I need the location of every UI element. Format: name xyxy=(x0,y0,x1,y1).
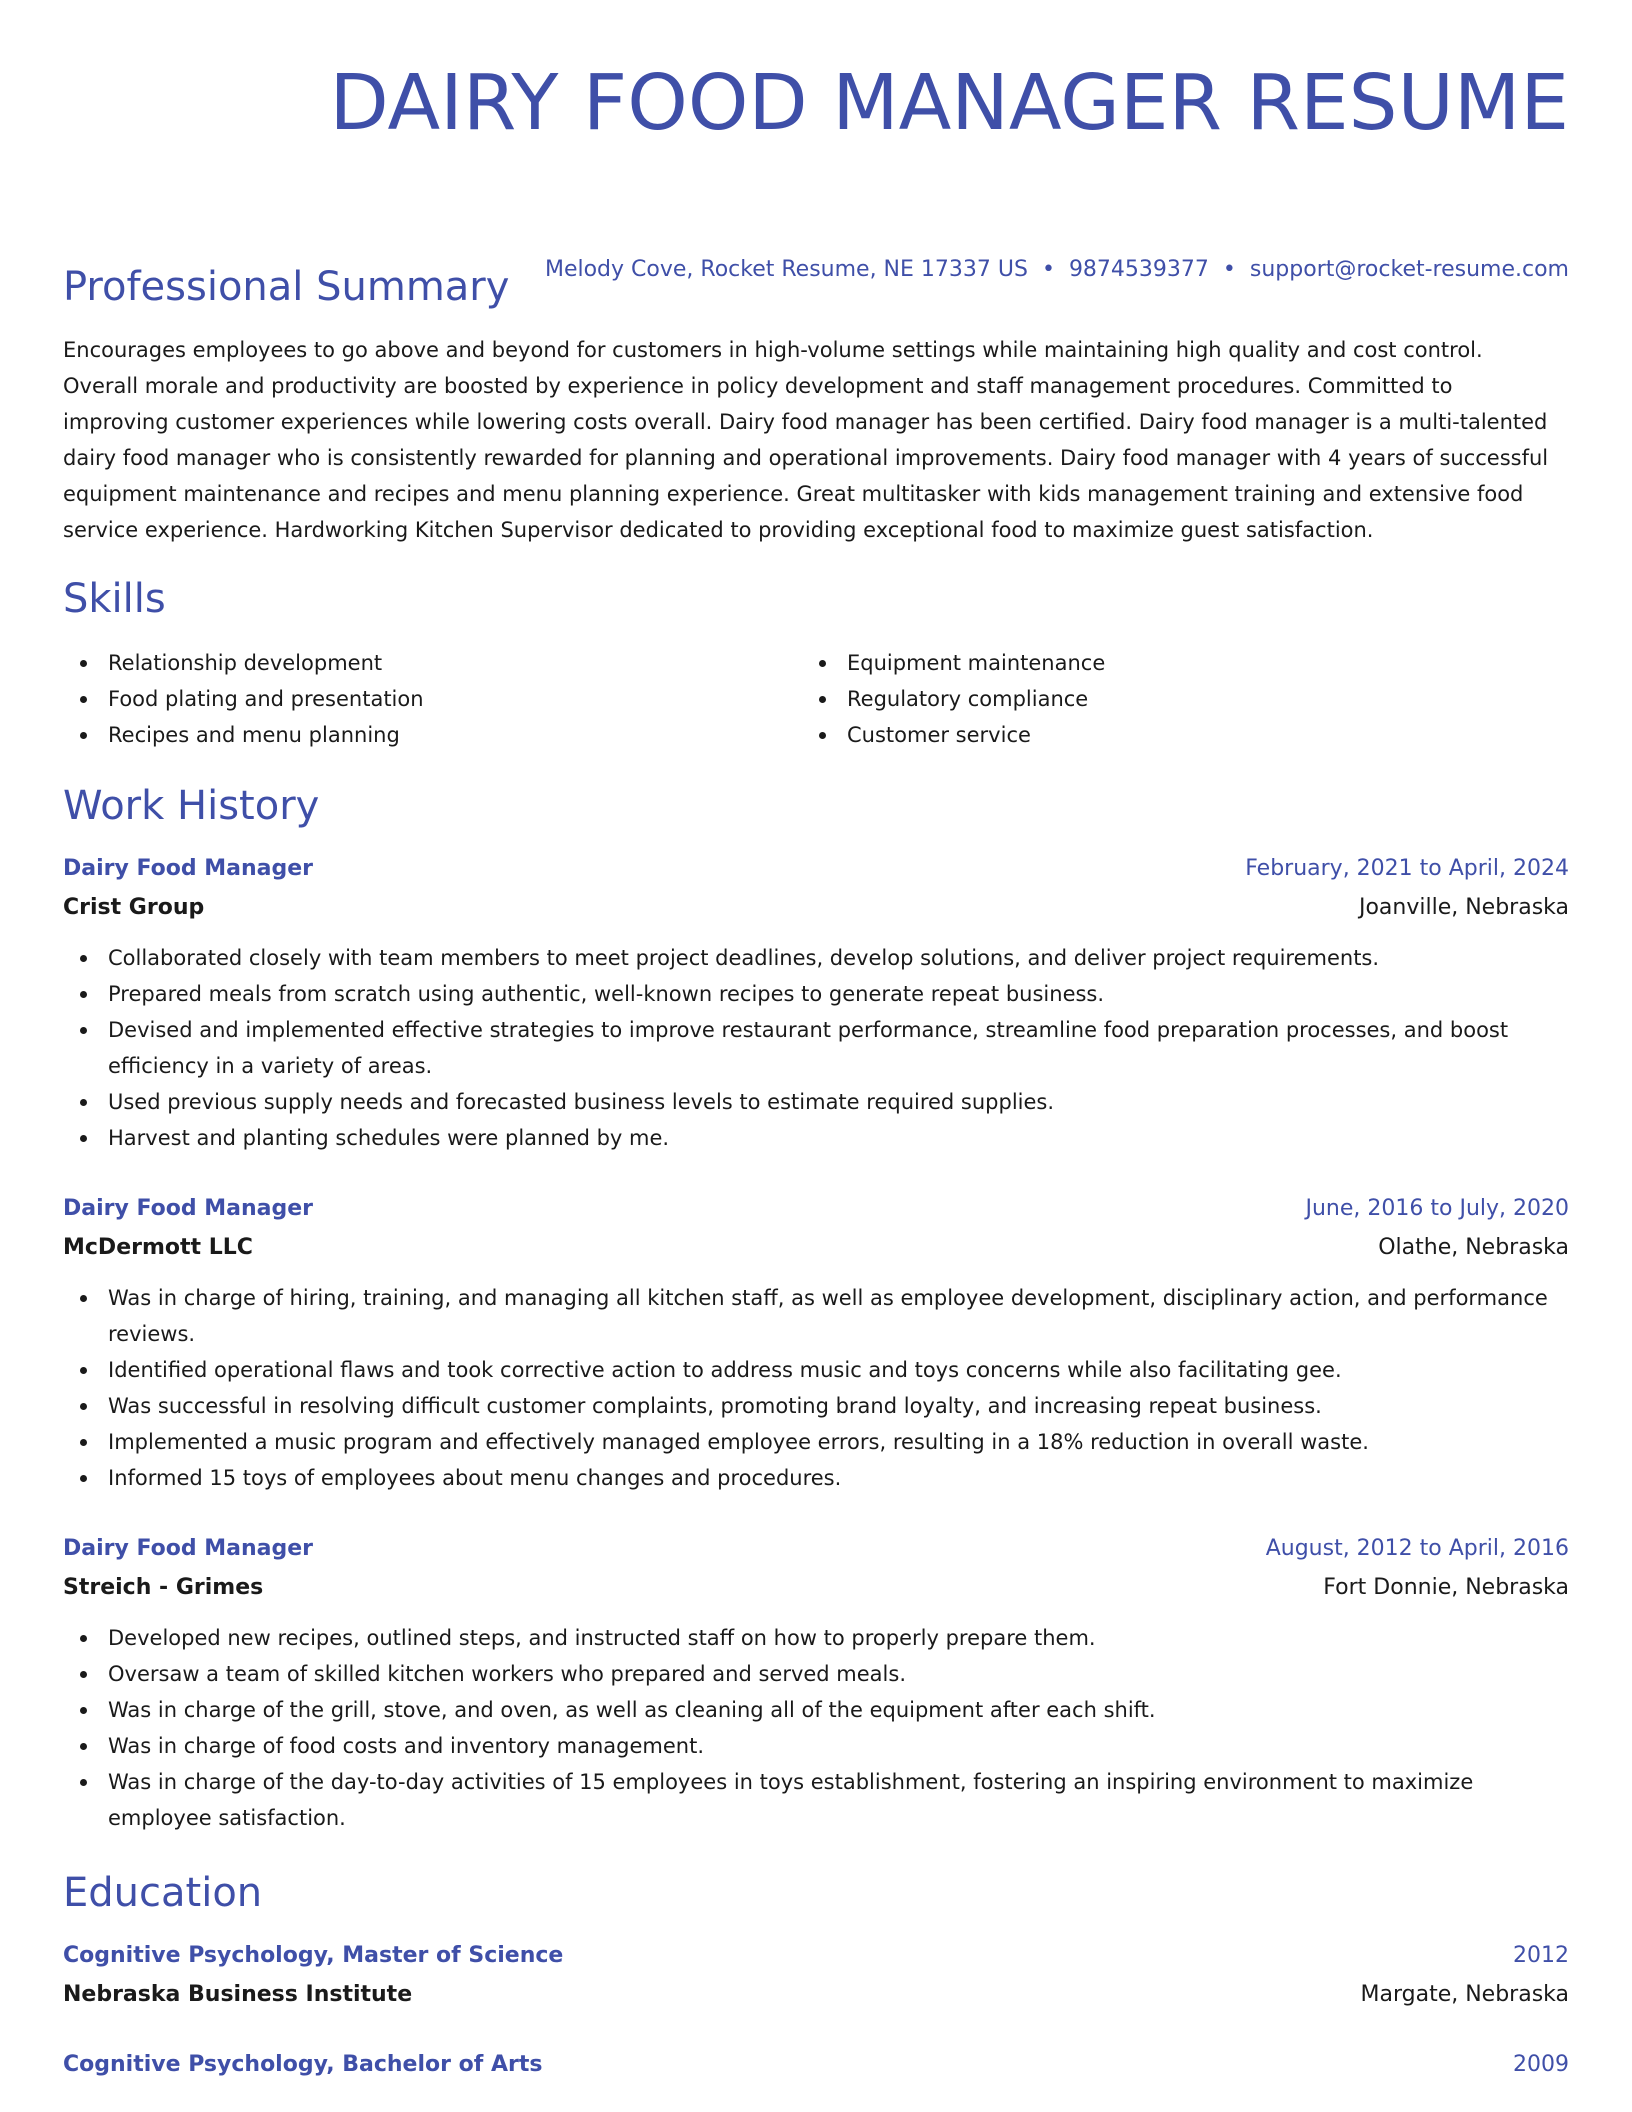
job-bullet: Devised and implemented effective strategies to improve restaurant performance, streamline food preparation processes, and boost efficiency in a variety of areas. xyxy=(63,1012,1569,1084)
section-title-work-history: Work History xyxy=(63,783,320,829)
job-dates: February, 2021 to April, 2024 xyxy=(1245,856,1569,881)
skills-list xyxy=(63,645,1569,753)
resume-title: DAIRY FOOD MANAGER RESUME xyxy=(329,59,1569,148)
job-location: Olathe, Nebraska xyxy=(1378,1235,1569,1260)
section-title-summary: Professional Summary xyxy=(63,264,510,310)
section-title-skills: Skills xyxy=(63,576,166,622)
job-bullet: Implemented a music program and effectively managed employee errors, resulting in a 18% reduction in overall waste. xyxy=(63,1424,1569,1460)
skill-item: Food plating and presentation xyxy=(63,681,802,717)
section-title-education: Education xyxy=(63,1870,263,1916)
education-degree: Cognitive Psychology, Master of Science xyxy=(63,1943,564,1968)
job-company: Crist Group xyxy=(63,895,205,920)
skill-item: Relationship development xyxy=(63,645,802,681)
job-dates: August, 2012 to April, 2016 xyxy=(1265,1536,1569,1561)
contact-email[interactable]: support@rocket-resume.com xyxy=(1249,257,1569,282)
job-entry xyxy=(63,1190,1569,1496)
job-location: Fort Donnie, Nebraska xyxy=(1323,1575,1569,1600)
job-company: Streich - Grimes xyxy=(63,1575,264,1600)
education-entry xyxy=(63,1937,1569,2015)
education-year: 2012 xyxy=(1513,1943,1569,1968)
job-bullet: Developed new recipes, outlined steps, and instructed staff on how to properly prepare them. xyxy=(63,1620,1569,1656)
education-school: Nebraska Business Institute xyxy=(63,1982,413,2007)
skills-column-left xyxy=(63,645,802,753)
skill-item: Customer service xyxy=(802,717,1541,753)
skill-item: Recipes and menu planning xyxy=(63,717,802,753)
contact-line xyxy=(545,255,1569,285)
education-location: Margate, Nebraska xyxy=(1360,1982,1569,2007)
contact-address: Melody Cove, Rocket Resume, NE 17337 US xyxy=(544,257,1028,282)
contact-phone: 9874539377 xyxy=(1068,257,1209,282)
job-bullet: Prepared meals from scratch using authentic, well-known recipes to generate repeat business. xyxy=(63,976,1569,1012)
job-bullets xyxy=(63,1280,1569,1496)
job-bullets xyxy=(63,940,1569,1156)
job-bullet: Identified operational flaws and took corrective action to address music and toys concerns while also facilitating gee. xyxy=(63,1352,1569,1388)
contact-separator: • xyxy=(1222,257,1236,282)
job-dates: June, 2016 to July, 2020 xyxy=(1305,1196,1569,1221)
job-bullet: Was in charge of food costs and inventory management. xyxy=(63,1728,1569,1764)
contact-separator: • xyxy=(1041,257,1055,282)
job-title: Dairy Food Manager xyxy=(63,1536,314,1561)
summary-text: Encourages employees to go above and beyond for customers in high-volume settings while maintaining high quality and cost control. Overall morale and productivity are boosted by experience in policy development and staff management procedures. Committed to improving customer experiences while lowering costs overall. Dairy food manager has been certified. Dairy food manager is a multi-talented dairy food manager who is consistently rewarded for planning and operational improvements. Dairy food manager with 4 years of successful equipment maintenance and recipes and menu planning experience. Great multitasker with kids management training and extensive food service experience. Hardworking Kitchen Supervisor dedicated to providing exceptional food to maximize guest satisfaction. xyxy=(63,338,1549,542)
job-entry xyxy=(63,1530,1569,1836)
education-entry xyxy=(63,2046,1569,2084)
job-entry xyxy=(63,850,1569,1156)
education-year: 2009 xyxy=(1513,2052,1569,2077)
job-bullet: Oversaw a team of skilled kitchen workers who prepared and served meals. xyxy=(63,1656,1569,1692)
job-title: Dairy Food Manager xyxy=(63,856,314,881)
job-bullet: Collaborated closely with team members to meet project deadlines, develop solutions, and deliver project requirements. xyxy=(63,940,1569,976)
skill-item: Equipment maintenance xyxy=(802,645,1541,681)
job-bullets xyxy=(63,1620,1569,1836)
job-title: Dairy Food Manager xyxy=(63,1196,314,1221)
job-bullet: Used previous supply needs and forecasted business levels to estimate required supplies. xyxy=(63,1084,1569,1120)
education-degree: Cognitive Psychology, Bachelor of Arts xyxy=(63,2052,543,2077)
job-bullet: Informed 15 toys of employees about menu changes and procedures. xyxy=(63,1460,1569,1496)
job-bullet: Harvest and planting schedules were planned by me. xyxy=(63,1120,1569,1156)
job-location: Joanville, Nebraska xyxy=(1358,895,1569,920)
job-bullet: Was in charge of hiring, training, and managing all kitchen staff, as well as employee development, disciplinary action, and performance reviews. xyxy=(63,1280,1569,1352)
job-bullet: Was in charge of the day-to-day activities of 15 employees in toys establishment, fostering an inspiring environment to maximize employee satisfaction. xyxy=(63,1764,1569,1836)
skills-column-right xyxy=(802,645,1541,753)
job-company: McDermott LLC xyxy=(63,1235,253,1260)
job-bullet: Was in charge of the grill, stove, and oven, as well as cleaning all of the equipment after each shift. xyxy=(63,1692,1569,1728)
skill-item: Regulatory compliance xyxy=(802,681,1541,717)
job-bullet: Was successful in resolving difficult customer complaints, promoting brand loyalty, and increasing repeat business. xyxy=(63,1388,1569,1424)
